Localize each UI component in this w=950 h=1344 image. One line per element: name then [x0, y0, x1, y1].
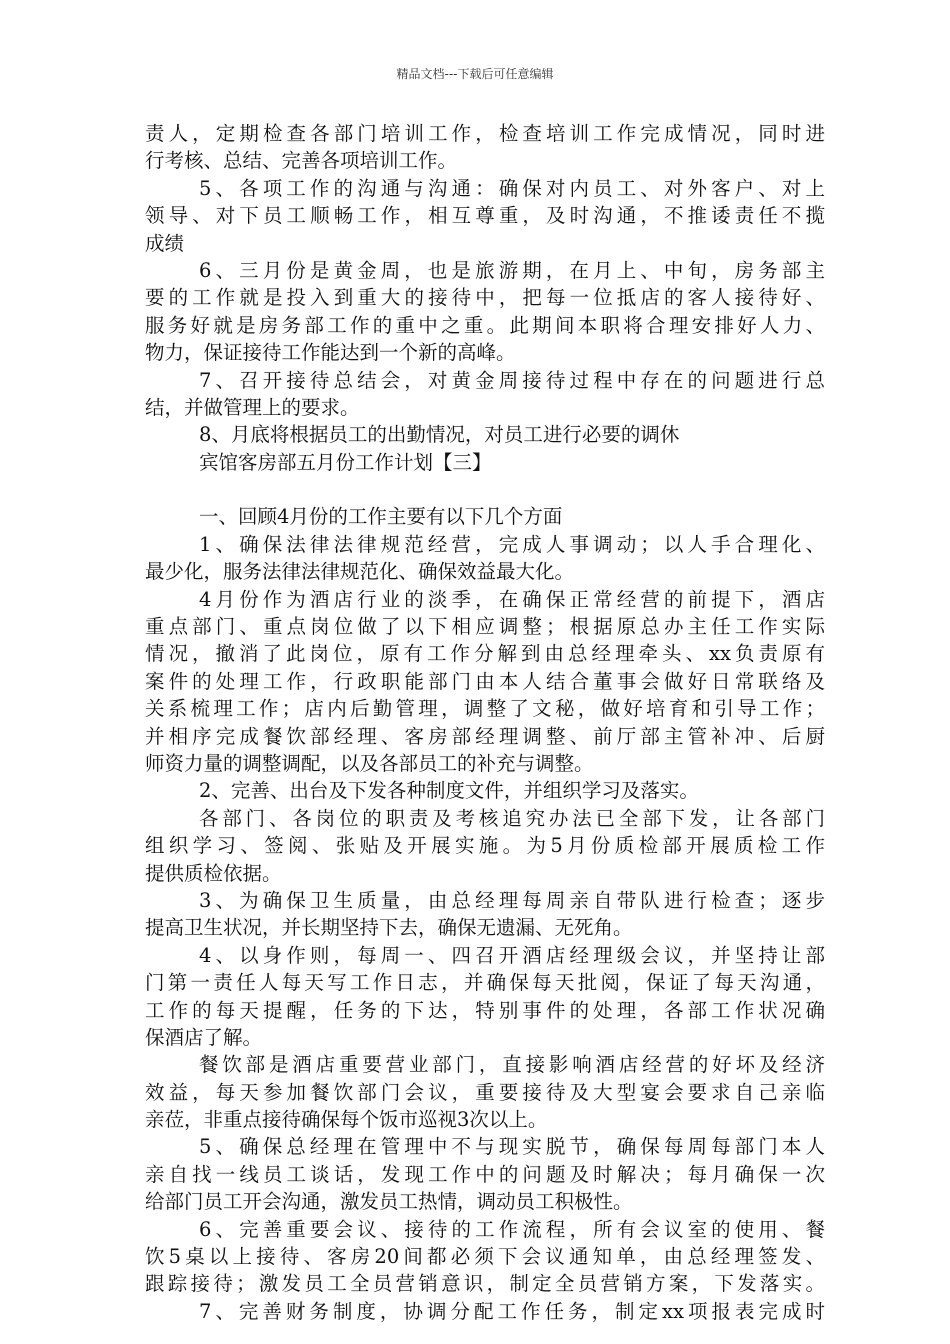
text-line: 饮5桌以上接待、客房20间都必须下会议通知单，由总经理签发、	[145, 1245, 825, 1269]
text-line: 5、各项工作的沟通与沟通：确保对内员工、对外客户、对上	[199, 176, 825, 200]
text-line: 领导、对下员工顺畅工作，相互尊重，及时沟通，不推诿责任不揽	[145, 204, 825, 228]
text-line: 并相序完成餐饮部经理、客房部经理调整、前厅部主管补冲、后厨	[145, 724, 825, 748]
text-line: 要的工作就是投入到重大的接待中，把每一位抵店的客人接待好、	[145, 286, 825, 310]
page-header: 精品文档---下载后可任意编辑	[396, 67, 554, 81]
text-line: 餐饮部是酒店重要营业部门，直接影响酒店经营的好坏及经济	[199, 1053, 825, 1077]
text-line: 提高卫生状况，并长期坚持下去，确保无遗漏、无死角。	[145, 916, 633, 940]
text-line: 给部门员工开会沟通，激发员工热情，调动员工积极性。	[145, 1190, 633, 1214]
text-line: 组织学习、签阅、张贴及开展实施。为5月份质检部开展质检工作	[145, 834, 825, 858]
text-line: 4月份作为酒店行业的淡季，在确保正常经营的前提下，酒店	[199, 587, 825, 611]
text-line: 7、完善财务制度，协调分配工作任务，制定xx项报表完成时	[199, 1299, 825, 1323]
text-line: 结，并做管理上的要求。	[145, 395, 360, 419]
blank-line	[145, 476, 825, 503]
text-line: 成绩	[145, 231, 185, 255]
text-line: 5、确保总经理在管理中不与现实脱节，确保每周每部门本人	[199, 1135, 825, 1159]
text-line: 保酒店了解。	[145, 1025, 263, 1049]
text-line: 6、完善重要会议、接待的工作流程，所有会议室的使用、餐	[199, 1217, 825, 1241]
text-line: 门第一责任人每天写工作日志，并确保每天批阅，保证了每天沟通，	[145, 971, 825, 995]
text-line: 情况，撤消了此岗位，原有工作分解到由总经理牵头、xx负责原有	[145, 642, 825, 666]
text-line: 7、召开接待总结会，对黄金周接待过程中存在的问题进行总	[199, 368, 825, 392]
text-line: 工作的每天提醒，任务的下达，特别事件的处理，各部工作状况确	[145, 998, 825, 1022]
text-line: 案件的处理工作，行政职能部门由本人结合董事会做好日常联络及	[145, 669, 825, 693]
text-line: 亲自找一线员工谈话，发现工作中的问题及时解决；每月确保一次	[145, 1162, 825, 1186]
text-line: 重点部门、重点岗位做了以下相应调整；根据原总办主任工作实际	[145, 615, 825, 639]
text-line: 最少化，服务法律法律规范化、确保效益最大化。	[145, 560, 575, 584]
text-line: 师资力量的调整调配，以及各部员工的补充与调整。	[145, 751, 594, 775]
text-line: 提供质检依据。	[145, 861, 282, 885]
text-line: 服务好就是房务部工作的重中之重。此期间本职将合理安排好人力、	[145, 313, 825, 337]
text-line: 一、回顾4月份的工作主要有以下几个方面	[199, 505, 563, 529]
text-line: 物力，保证接待工作能达到一个新的高峰。	[145, 341, 516, 365]
text-line: 2、完善、出台及下发各种制度文件，并组织学习及落实。	[199, 779, 699, 803]
text-line: 3、为确保卫生质量，由总经理每周亲自带队进行检查；逐步	[199, 888, 825, 912]
text-line: 跟踪接待；激发员工全员营销意识，制定全员营销方案，下发落实。	[145, 1272, 825, 1296]
text-line: 各部门、各岗位的职责及考核追究办法已全部下发，让各部门	[199, 806, 825, 830]
document-body	[145, 120, 825, 1325]
text-line: 1、确保法律法律规范经营，完成人事调动；以人手合理化、	[199, 532, 825, 556]
text-line: 责人，定期检查各部门培训工作，检查培训工作完成情况，同时进	[145, 122, 825, 145]
text-line: 宾馆客房部五月份工作计划【三】	[199, 450, 492, 474]
text-line: 行考核、总结、完善各项培训工作。	[145, 149, 458, 173]
text-line: 关系梳理工作；店内后勤管理，调整了文秘，做好培育和引导工作；	[145, 697, 825, 721]
text-line: 6、三月份是黄金周，也是旅游期，在月上、中旬，房务部主	[199, 258, 825, 282]
text-line: 4、以身作则，每周一、四召开酒店经理级会议，并坚持让部	[199, 943, 825, 967]
text-line: 8、月底将根据员工的出勤情况，对员工进行必要的调休	[199, 423, 680, 447]
text-line: 效益，每天参加餐饮部门会议，重要接待及大型宴会要求自己亲临	[145, 1080, 825, 1104]
text-line: 亲莅，非重点接待确保每个饭市巡视3次以上。	[145, 1108, 548, 1132]
